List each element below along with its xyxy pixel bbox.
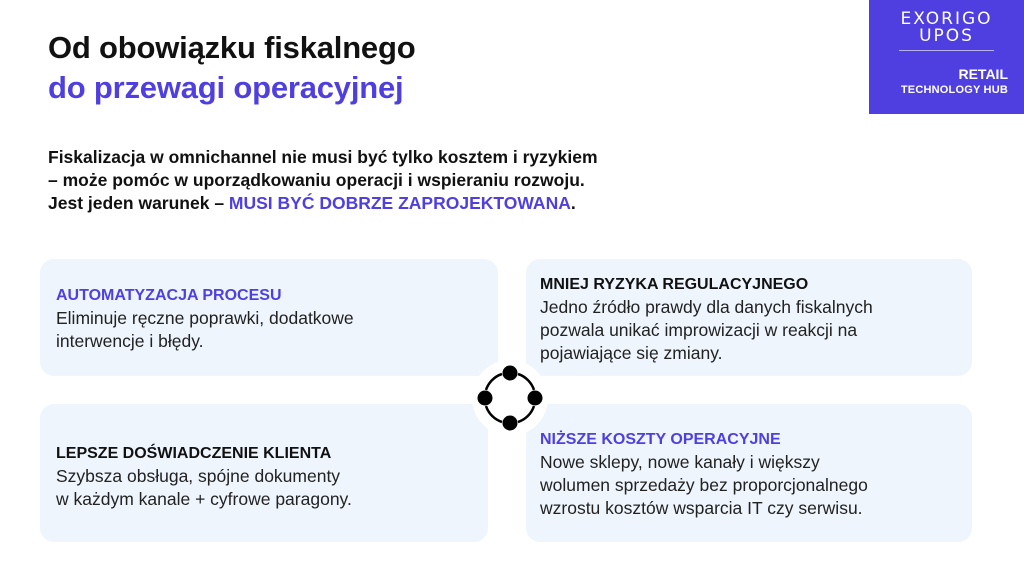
title-line-1: Od obowiązku fiskalnego — [48, 30, 416, 65]
card-regulatory-risk — [526, 259, 972, 376]
card-customer-experience — [40, 404, 488, 542]
intro-line-1: Fiskalizacja w omnichannel nie musi być tylko kosztem i ryzykiem — [48, 147, 598, 167]
card-body-line: w każdym kanale + cyfrowe paragony. — [56, 489, 352, 509]
card-automation — [40, 259, 498, 376]
card-heading: NIŻSZE KOSZTY OPERACYJNE — [540, 431, 781, 448]
intro-line-3-suffix: . — [570, 193, 576, 213]
card-heading: LEPSZE DOŚWIADCZENIE KLIENTA — [56, 445, 332, 462]
card-body-line: Szybsza obsługa, spójne dokumenty — [56, 466, 341, 486]
brand-divider — [899, 50, 994, 51]
card-body — [540, 296, 873, 365]
brand-logo — [869, 0, 1024, 114]
title-line-2: do przewagi operacyjnej — [48, 70, 404, 105]
connected-nodes-icon — [472, 360, 548, 436]
card-body-line: Eliminuje ręczne poprawki, dodatkowe — [56, 308, 354, 328]
card-body-line: interwencje i błędy. — [56, 331, 204, 351]
brand-hub: TECHNOLOGY HUB — [900, 84, 1008, 96]
card-heading: AUTOMATYZACJA PROCESU — [56, 287, 282, 304]
card-body — [56, 307, 354, 353]
logo-line-2: UPOS — [919, 26, 974, 46]
card-body-line: Jedno źródło prawdy dla danych fiskalnych — [540, 297, 873, 317]
card-body — [540, 451, 868, 520]
intro-accent: MUSI BYĆ DOBRZE ZAPROJEKTOWANA — [228, 193, 571, 213]
logo-line-1: EXORIGO — [900, 9, 993, 29]
brand-retail: RETAIL — [958, 66, 1008, 82]
card-heading: MNIEJ RYZYKA REGULACYJNEGO — [540, 276, 809, 293]
card-body — [56, 465, 352, 511]
card-body-line: wolumen sprzedaży bez proporcjonalnego — [540, 475, 868, 495]
intro-line-3-prefix: Jest jeden warunek – — [48, 193, 229, 213]
intro-text — [48, 146, 598, 215]
intro-line-2: – może pomóc w uporządkowaniu operacji i wspieraniu rozwoju. — [48, 170, 585, 190]
intro-line-3 — [48, 192, 598, 215]
page-title — [48, 28, 415, 108]
card-body-line: pozwala unikać improwizacji w reakcji na — [540, 320, 858, 340]
card-operational-costs — [526, 404, 972, 542]
card-body-line: Nowe sklepy, nowe kanały i większy — [540, 452, 820, 472]
card-body-line: pojawiające się zmiany. — [540, 343, 723, 363]
card-body-line: wzrostu kosztów wsparcia IT czy serwisu. — [540, 498, 863, 518]
